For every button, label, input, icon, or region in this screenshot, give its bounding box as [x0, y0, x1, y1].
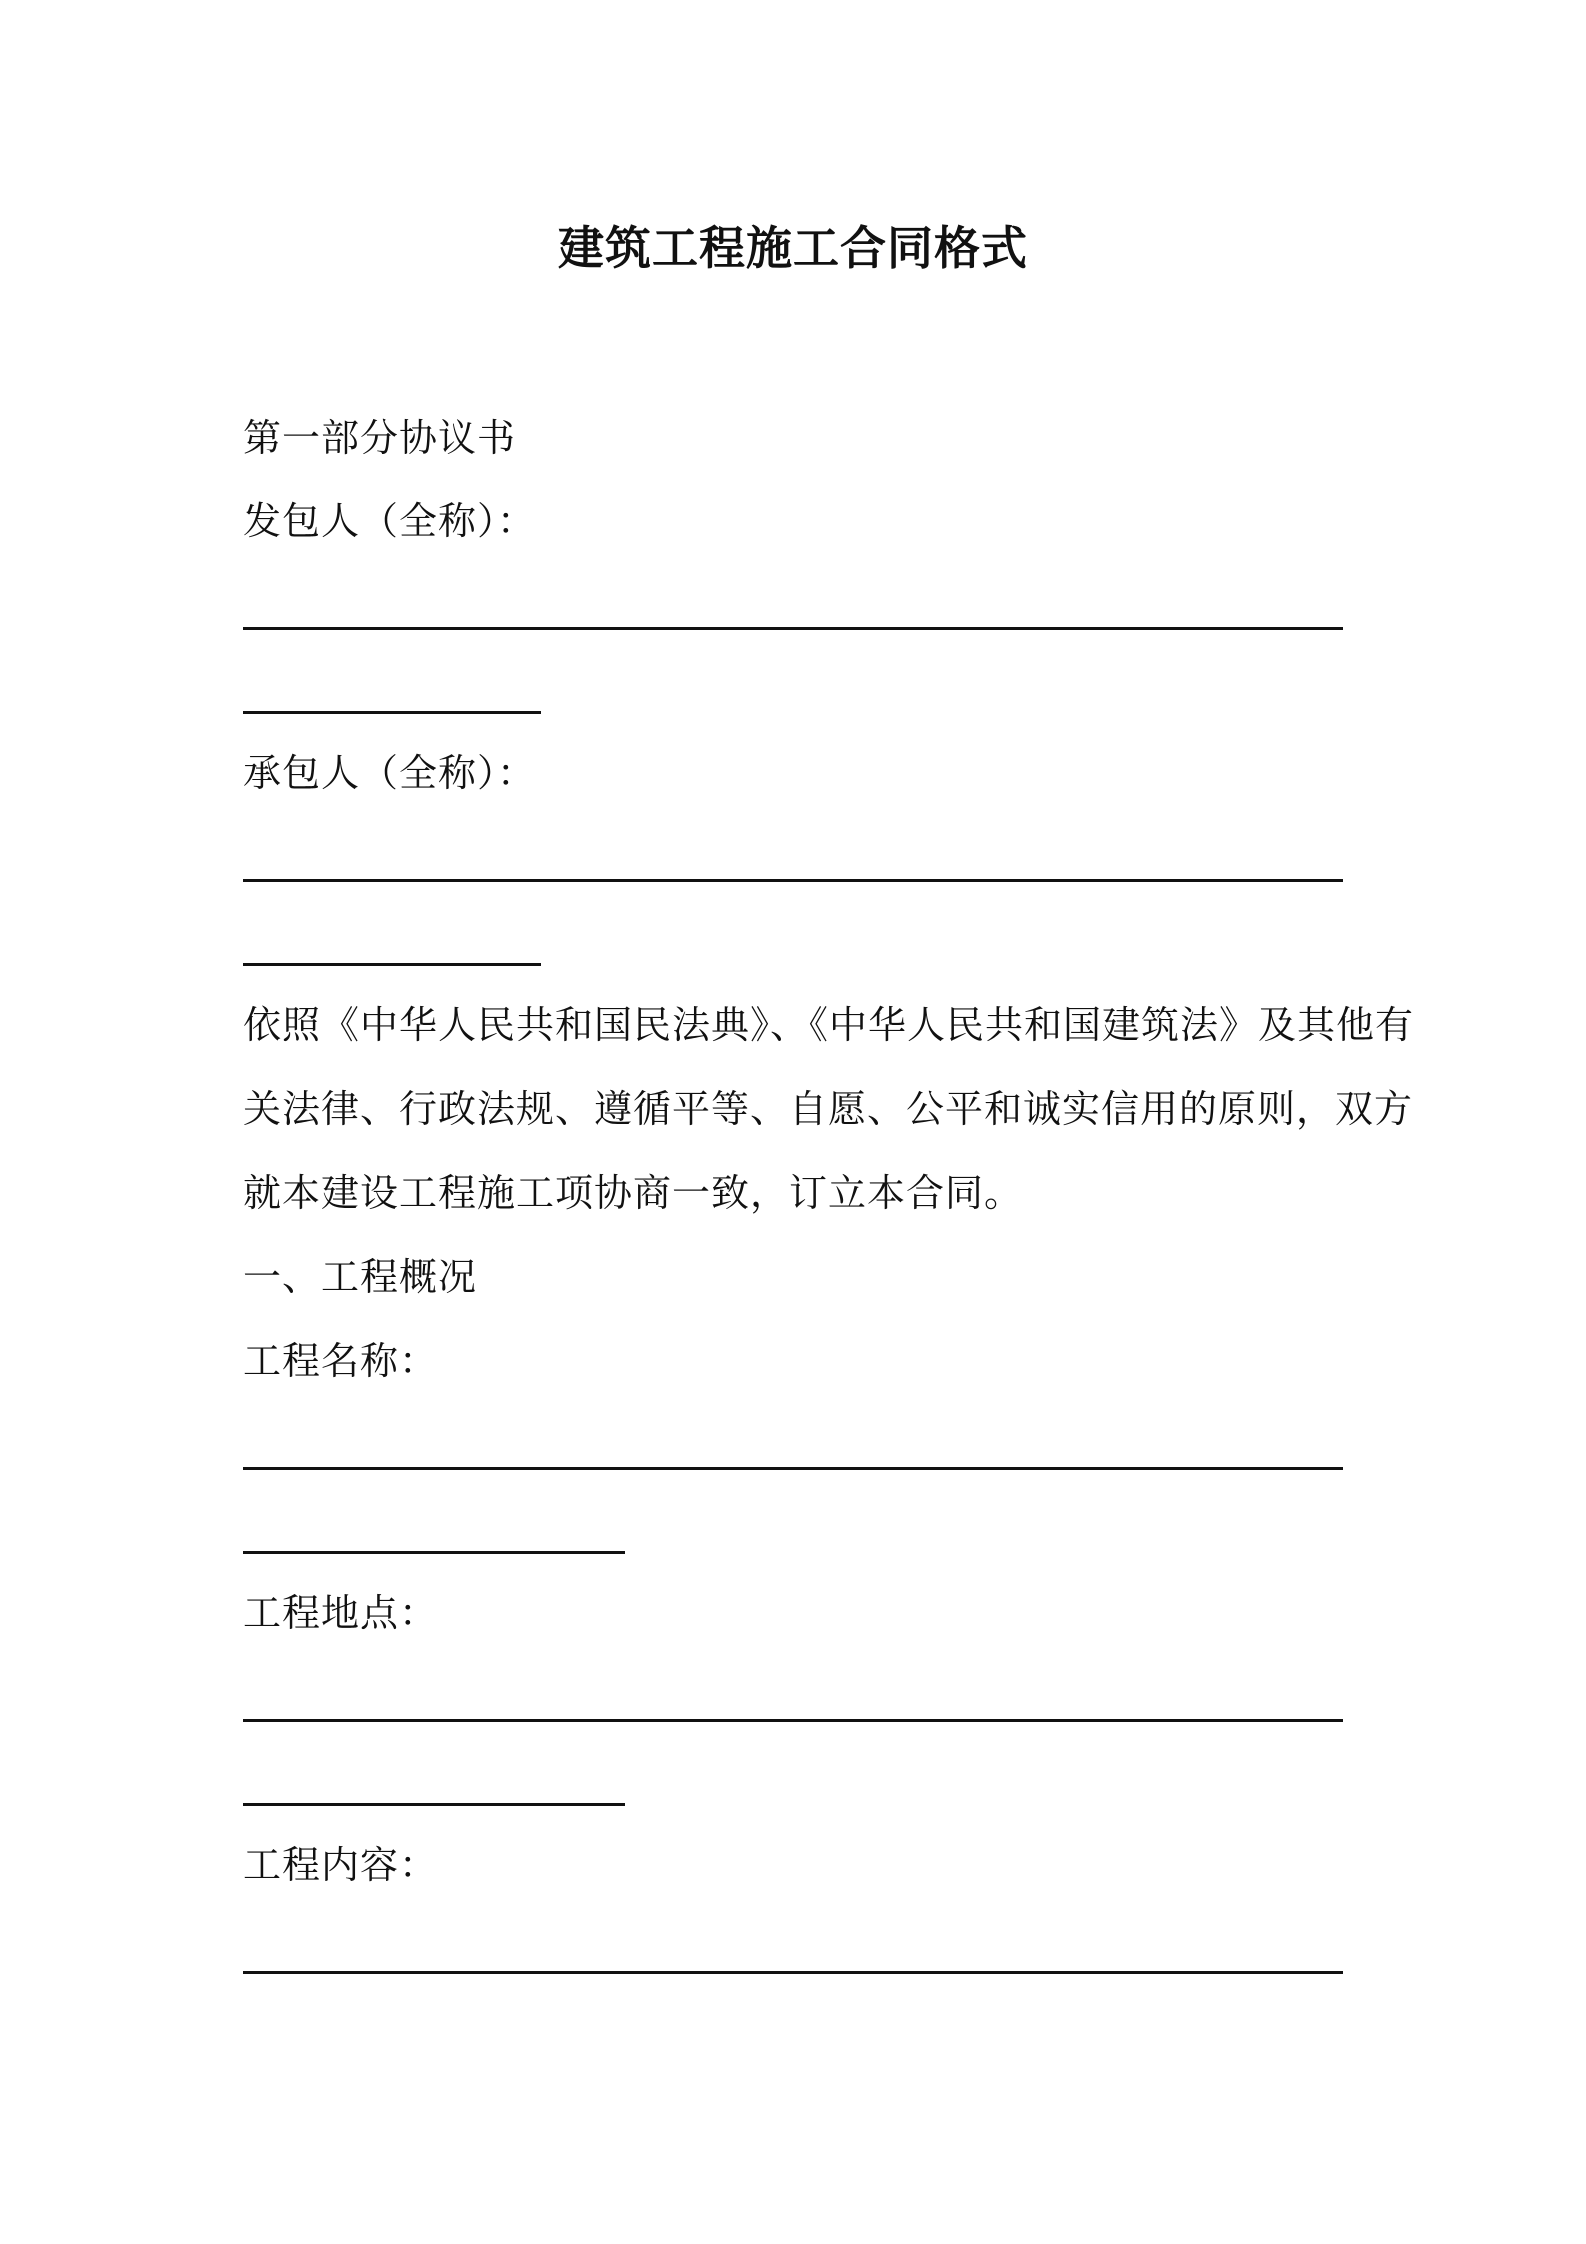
- project-name-blank-line-1: [243, 1467, 1343, 1470]
- document-title: 建筑工程施工合同格式: [558, 221, 1028, 275]
- contractor-label: 承包人（全称）：: [243, 751, 537, 795]
- preamble-line-1: 依照《中华人民共和国民法典》、《中华人民共和国建筑法》及其他有: [243, 1003, 1415, 1047]
- section-1-heading: 一、工程概况: [243, 1255, 478, 1299]
- project-location-blank-line-1: [243, 1719, 1343, 1722]
- preamble-line-2: 关法律、行政法规、遵循平等、自愿、公平和诚实信用的原则，双方: [243, 1087, 1414, 1131]
- project-location-label: 工程地点：: [243, 1591, 439, 1635]
- part-heading: 第一部分协议书: [243, 416, 517, 460]
- contractor-blank-line-1: [243, 879, 1343, 882]
- employer-label: 发包人（全称）：: [243, 499, 537, 543]
- preamble-line-3: 就本建设工程施工项协商一致，订立本合同。: [243, 1171, 1024, 1215]
- project-name-label: 工程名称：: [243, 1339, 439, 1383]
- project-content-blank-line-1: [243, 1971, 1343, 1974]
- project-location-blank-line-2: [243, 1803, 625, 1806]
- employer-blank-line-1: [243, 627, 1343, 630]
- project-content-label: 工程内容：: [243, 1843, 439, 1887]
- employer-blank-line-2: [243, 711, 541, 714]
- project-name-blank-line-2: [243, 1551, 625, 1554]
- contractor-blank-line-2: [243, 963, 541, 966]
